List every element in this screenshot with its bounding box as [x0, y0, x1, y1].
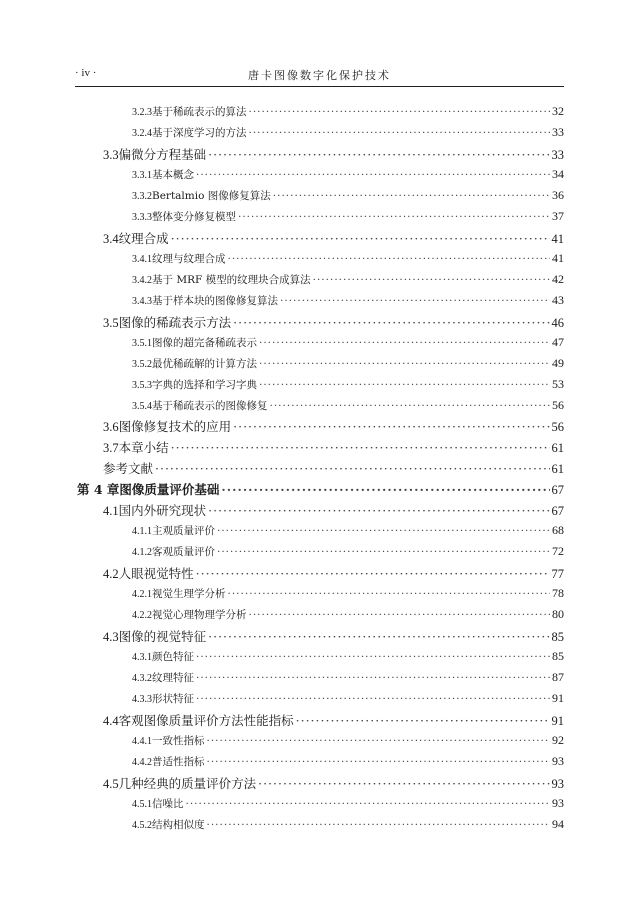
toc-entry[interactable]: [132, 377, 564, 392]
toc-number: 3.2.4: [132, 128, 152, 139]
toc-page: 37: [552, 209, 564, 223]
toc-number: 3.3: [103, 148, 119, 162]
toc-leader: [259, 358, 550, 370]
toc-entry[interactable]: [103, 564, 564, 582]
toc-page: 93: [552, 754, 564, 768]
toc-leader: [196, 672, 550, 684]
toc-entry[interactable]: [103, 501, 564, 519]
toc-number: 4.5.1: [132, 799, 152, 810]
toc-entry[interactable]: [132, 104, 564, 119]
toc-number: 3.4.2: [132, 275, 152, 286]
toc-page: 32: [552, 104, 564, 118]
toc-number: 3.3.1: [132, 170, 152, 181]
toc-leader: [196, 693, 550, 705]
toc-title: 客观质量评价: [152, 546, 215, 558]
toc-title: 图像的稀疏表示方法: [118, 315, 232, 330]
toc-number: 3.5.4: [132, 401, 152, 412]
toc-entry[interactable]: [132, 649, 564, 664]
toc-title: 图像修复技术的应用: [118, 419, 232, 434]
toc-leader: [208, 147, 549, 162]
toc-entry[interactable]: [132, 398, 564, 413]
toc-leader: [186, 798, 551, 810]
toc-page: 85: [552, 649, 564, 663]
toc-page: 87: [552, 670, 564, 684]
toc-title: 纹理与纹理合成: [152, 253, 226, 265]
toc-number: 3.4.3: [132, 296, 152, 307]
toc-leader: [208, 629, 549, 644]
toc-leader: [171, 440, 550, 455]
toc-leader: [270, 400, 551, 412]
toc-number: 4.3.3: [132, 694, 152, 705]
toc-chapter-entry[interactable]: [77, 480, 564, 498]
toc-page: 56: [552, 398, 564, 412]
toc-leader: [207, 756, 551, 768]
toc-number: 3.5: [103, 316, 119, 330]
toc-title: 最优稀疏解的计算方法: [152, 358, 257, 370]
toc-title: 客观图像质量评价方法性能指标: [118, 713, 294, 728]
toc-page: 94: [552, 817, 564, 831]
toc-number: 3.4.1: [132, 254, 152, 265]
toc-number: 4.2: [103, 567, 119, 581]
toc-number: 3.3.2: [132, 191, 152, 202]
toc-page: 53: [552, 377, 564, 391]
toc-number: 3.2.3: [132, 107, 152, 118]
toc-entry[interactable]: [132, 544, 564, 559]
toc-leader: [259, 337, 550, 349]
toc-title: 普适性指标: [152, 756, 205, 768]
toc-entry[interactable]: [132, 335, 564, 350]
toc-title: 一致性指标: [152, 735, 205, 747]
toc-title: 主观质量评价: [152, 525, 215, 537]
toc-entry[interactable]: [132, 670, 564, 685]
toc-number: 3.5.3: [132, 380, 152, 391]
toc-title: 基于稀疏表示的图像修复: [152, 400, 268, 412]
toc-page: 85: [551, 630, 564, 644]
toc-page: 61: [551, 462, 564, 476]
toc-page: 91: [551, 714, 564, 728]
toc-title: 信噪比: [152, 798, 184, 810]
toc-leader: [221, 482, 549, 497]
toc-title: 人眼视觉特性: [118, 566, 194, 581]
toc-page: 93: [551, 777, 564, 791]
toc-entry[interactable]: [132, 272, 564, 287]
toc-title: 形状特征: [152, 693, 194, 705]
toc-leader: [273, 190, 550, 202]
toc-leader: [233, 419, 549, 434]
toc-title: 纹理合成: [118, 231, 169, 246]
toc-title: 图像质量评价基础: [119, 482, 220, 497]
toc-leader: [233, 315, 549, 330]
toc-number: 4.3.1: [132, 652, 152, 663]
toc-number: 4.2.2: [132, 610, 152, 621]
toc-entry[interactable]: [132, 607, 564, 622]
toc-entry[interactable]: [132, 586, 564, 601]
toc-entry[interactable]: [132, 293, 564, 308]
toc-title: Bertalmio 图像修复算法: [152, 190, 271, 202]
toc-page: 78: [552, 586, 564, 600]
toc-leader: [171, 231, 550, 246]
toc-page: 34: [552, 167, 564, 181]
toc-leader: [217, 546, 550, 558]
toc-number: 4.1.1: [132, 526, 152, 537]
toc-entry[interactable]: [103, 145, 564, 163]
toc-title: 基于稀疏表示的算法: [152, 106, 247, 118]
toc-entry[interactable]: [132, 523, 564, 538]
toc-leader: [217, 525, 550, 537]
toc-number: 4.5.2: [132, 820, 152, 831]
toc-title: 结构相似度: [152, 819, 205, 831]
toc-page: 46: [551, 316, 564, 330]
toc-entry[interactable]: [103, 711, 564, 729]
toc-page: 68: [552, 523, 564, 537]
toc-number: 4.3: [103, 630, 119, 644]
toc-number: 4.2.1: [132, 589, 152, 600]
toc-title: 基于深度学习的方法: [152, 127, 247, 139]
toc-title: 整体变分修复模型: [152, 211, 236, 223]
toc-entry[interactable]: [132, 356, 564, 371]
toc-leader: [228, 588, 551, 600]
toc-title: 基本概念: [152, 169, 194, 181]
toc-entry[interactable]: [103, 417, 564, 435]
toc-title: 字典的选择和学习字典: [152, 379, 257, 391]
toc-title: 纹理特征: [152, 672, 194, 684]
toc-title: 基于 MRF 模型的纹理块合成算法: [152, 274, 311, 286]
toc-number: 4.1: [103, 504, 119, 518]
page-number: · iv ·: [75, 67, 97, 79]
toc-title: 参考文献: [103, 461, 154, 476]
toc-title: 颜色特征: [152, 651, 194, 663]
toc-entry[interactable]: [132, 167, 564, 182]
toc-title: 图像的视觉特征: [118, 629, 207, 644]
toc-leader: [238, 211, 550, 223]
toc-number: 3.5.2: [132, 359, 152, 370]
toc-title: 基于样本块的图像修复算法: [152, 295, 278, 307]
toc-page: 61: [551, 441, 564, 455]
toc-leader: [196, 169, 550, 181]
toc-page: 41: [551, 232, 564, 246]
toc-entry[interactable]: [103, 229, 564, 247]
toc-number: 4.4.1: [132, 736, 152, 747]
toc-page: 33: [552, 125, 564, 139]
toc-leader: [155, 461, 549, 476]
toc-number: 3.6: [103, 420, 119, 434]
toc-leader: [258, 776, 549, 791]
toc-leader: [196, 651, 550, 663]
toc-title: 视觉生理学分析: [152, 588, 226, 600]
toc-page: 56: [551, 420, 564, 434]
toc-page: 80: [552, 607, 564, 621]
toc-leader: [249, 127, 551, 139]
toc-leader: [228, 253, 551, 265]
toc-leader: [259, 379, 550, 391]
toc-number: 3.5.1: [132, 338, 152, 349]
toc-title: 几种经典的质量评价方法: [118, 776, 257, 791]
toc-page: 92: [552, 733, 564, 747]
toc-number: 3.4: [103, 232, 119, 246]
toc-entry[interactable]: [132, 125, 564, 140]
toc-page: 93: [552, 796, 564, 810]
toc-number: 4.4: [103, 714, 119, 728]
toc-entry[interactable]: [132, 733, 564, 748]
toc-title: 图像的超完备稀疏表示: [152, 337, 257, 349]
toc-page: 33: [551, 148, 564, 162]
toc-page: 72: [552, 544, 564, 558]
toc-entry[interactable]: [132, 754, 564, 769]
toc-title: 视觉心理物理学分析: [152, 609, 247, 621]
toc-leader: [196, 566, 550, 581]
toc-entry[interactable]: [103, 438, 564, 456]
toc-entry[interactable]: [132, 817, 564, 832]
toc-page: 91: [552, 691, 564, 705]
toc-number: 3.7: [103, 441, 119, 455]
toc-leader: [249, 609, 551, 621]
toc-entry[interactable]: [132, 796, 564, 811]
toc-entry[interactable]: [103, 627, 564, 645]
toc-leader: [249, 106, 551, 118]
toc-page: 43: [552, 293, 564, 307]
toc-number: 4.3.2: [132, 673, 152, 684]
toc-entry[interactable]: [132, 188, 564, 203]
toc-leader: [208, 503, 549, 518]
toc-number: 4.5: [103, 777, 119, 791]
toc-page: 36: [552, 188, 564, 202]
toc-leader: [296, 713, 550, 728]
toc-page: 47: [552, 335, 564, 349]
toc-page: 49: [552, 356, 564, 370]
running-title: 唐卡图像数字化保护技术: [248, 69, 391, 82]
toc-leader: [207, 819, 551, 831]
toc-entry[interactable]: [132, 251, 564, 266]
toc-leader: [313, 274, 550, 286]
toc-title: 本章小结: [118, 440, 169, 455]
toc-number: 第 4 章: [77, 482, 120, 497]
toc-number: 4.4.2: [132, 757, 152, 768]
toc-entry[interactable]: [103, 459, 564, 477]
toc-entry[interactable]: [103, 313, 564, 331]
toc-page: 67: [551, 504, 564, 518]
toc-page: 77: [551, 567, 564, 581]
toc-entry[interactable]: [103, 774, 564, 792]
toc-entry[interactable]: [132, 691, 564, 706]
toc-title: 国内外研究现状: [118, 503, 207, 518]
toc-page: 67: [551, 483, 564, 497]
toc-entry[interactable]: [132, 209, 564, 224]
toc-number: 3.3.3: [132, 212, 152, 223]
toc-title: 偏微分方程基础: [118, 147, 207, 162]
toc-page: 41: [552, 251, 564, 265]
toc-leader: [207, 735, 551, 747]
toc-number: 4.1.2: [132, 547, 152, 558]
toc-page: 42: [552, 272, 564, 286]
toc-leader: [280, 295, 550, 307]
